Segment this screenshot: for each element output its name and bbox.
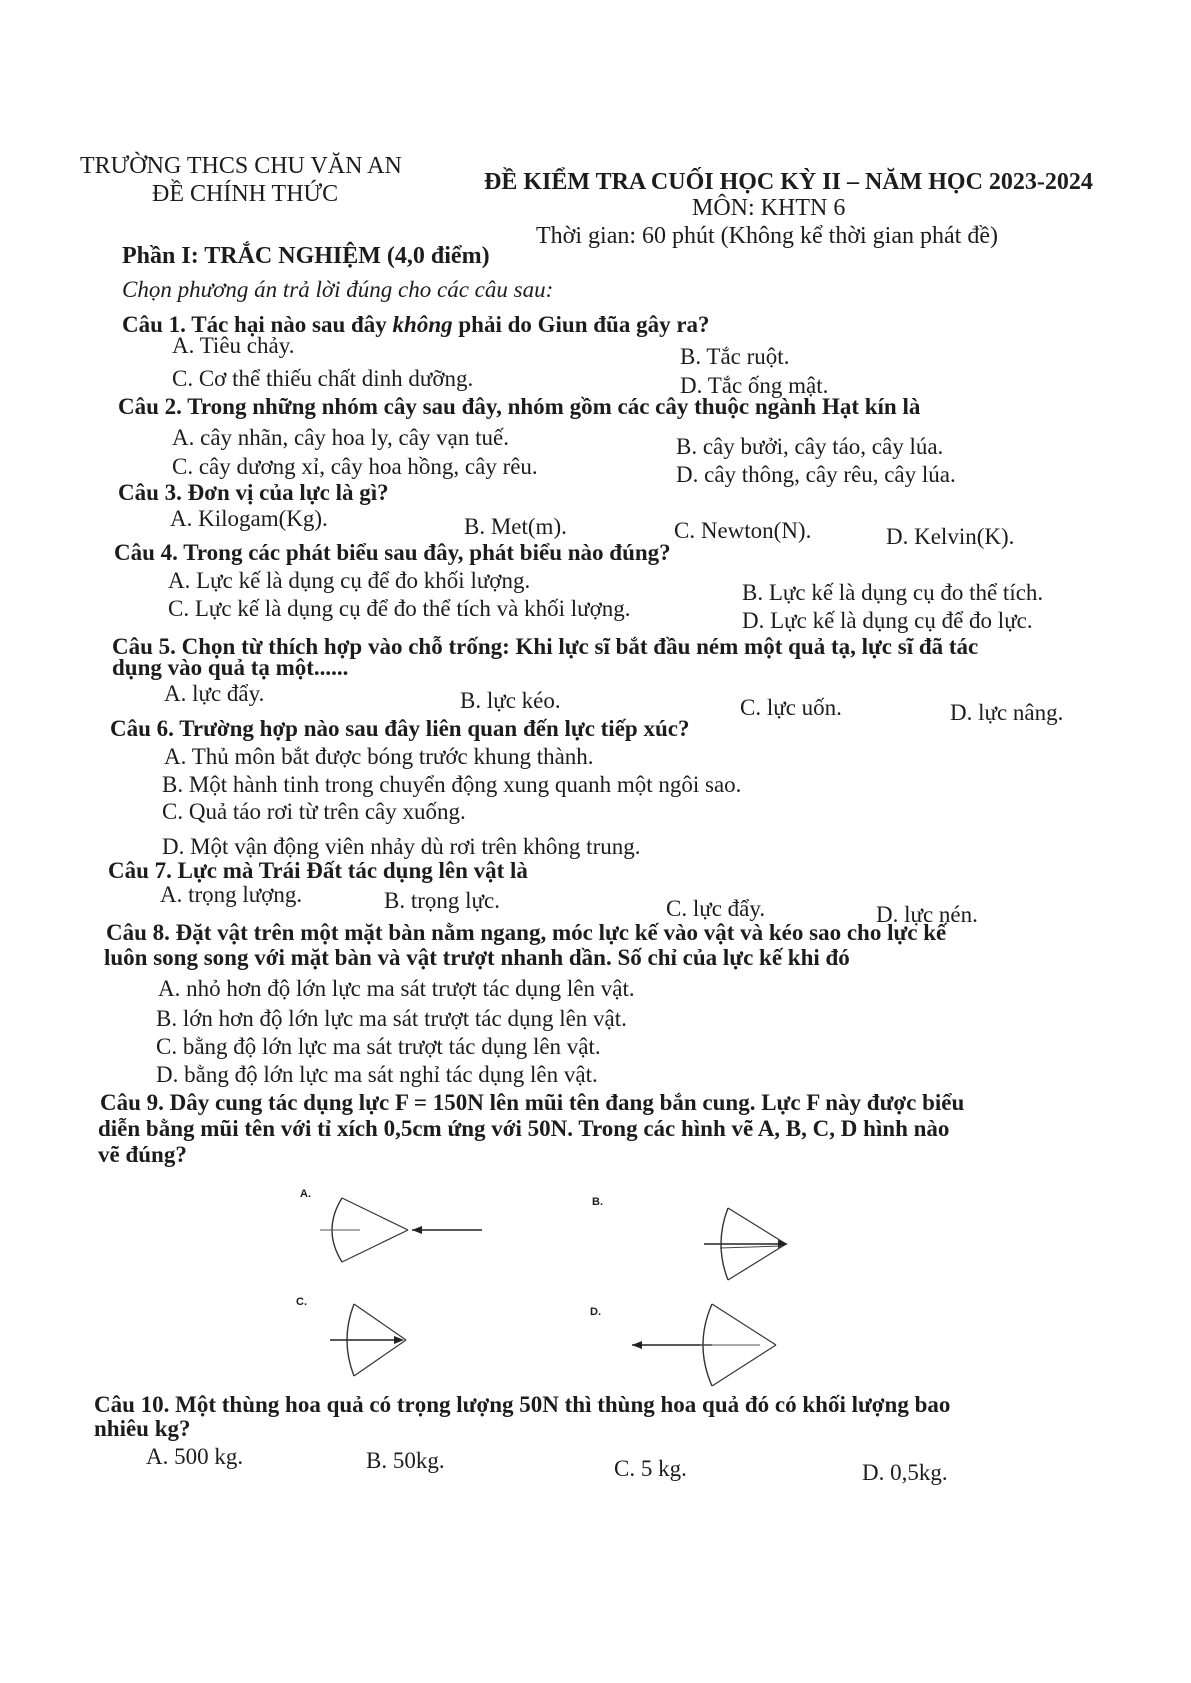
q1-option-a: A. Tiêu chảy.: [172, 333, 295, 358]
subject-label: MÔN: KHTN 6: [692, 195, 846, 221]
question-7: Câu 7. Lực mà Trái Đất tác dụng lên vật là: [108, 858, 528, 883]
figure-b-label: B.: [592, 1196, 603, 1208]
q7-option-a: A. trọng lượng.: [160, 882, 303, 907]
figure-a-bow: [320, 1190, 490, 1270]
question-4: Câu 4. Trong các phát biểu sau đây, phát biểu nào đúng?: [114, 540, 671, 565]
q2-option-d: D. cây thông, cây rêu, cây lúa.: [676, 462, 956, 487]
q7-option-c: C. lực đẩy.: [666, 896, 766, 921]
q10-option-b: B. 50kg.: [366, 1448, 445, 1473]
q3-option-d: D. Kelvin(K).: [886, 524, 1015, 549]
q7-option-b: B. trọng lực.: [384, 888, 500, 913]
question-1-emphasis: không: [392, 312, 453, 337]
question-1-suffix: phải do Giun đũa gây ra?: [452, 312, 710, 337]
question-10-line-2: nhiêu kg?: [94, 1416, 191, 1441]
q2-option-c: C. cây dương xỉ, cây hoa hồng, cây rêu.: [172, 454, 538, 479]
q4-option-b: B. Lực kế là dụng cụ đo thể tích.: [742, 580, 1044, 605]
q6-option-d: D. Một vận động viên nhảy dù rơi trên không trung.: [162, 834, 641, 859]
question-8-line-2: luôn song song với mặt bàn và vật trượt nhanh dần. Số chỉ của lực kế khi đó: [104, 945, 850, 970]
school-name: TRƯỜNG THCS CHU VĂN AN: [80, 153, 402, 179]
figure-d-bow: [630, 1300, 790, 1390]
q8-option-c: C. bằng độ lớn lực ma sát trượt tác dụng lên vật.: [156, 1034, 601, 1059]
question-3: Câu 3. Đơn vị của lực là gì?: [118, 480, 389, 505]
part-instruction: Chọn phương án trả lời đúng cho các câu sau:: [122, 277, 554, 302]
figure-c-label: C.: [296, 1296, 307, 1308]
q5-option-b: B. lực kéo.: [460, 688, 561, 713]
q5-option-a: A. lực đẩy.: [164, 681, 265, 706]
figure-d-label: D.: [590, 1306, 601, 1318]
official-label: ĐỀ CHÍNH THỨC: [152, 181, 339, 207]
q10-option-d: D. 0,5kg.: [862, 1460, 948, 1485]
time-label: Thời gian: 60 phút (Không kể thời gian phát đề): [536, 223, 998, 249]
q5-option-d: D. lực nâng.: [950, 700, 1064, 725]
question-5-line-1: Câu 5. Chọn từ thích hợp vào chỗ trống: Khi lực sĩ bắt đầu ném một quả tạ, lực sĩ đã tác: [112, 634, 979, 659]
q8-option-b: B. lớn hơn độ lớn lực ma sát trượt tác dụng lên vật.: [156, 1006, 627, 1031]
q2-option-b: B. cây bưởi, cây táo, cây lúa.: [676, 434, 944, 459]
q8-option-d: D. bằng độ lớn lực ma sát nghỉ tác dụng lên vật.: [156, 1062, 598, 1087]
figure-a-label: A.: [300, 1188, 311, 1200]
q6-option-b: B. Một hành tinh trong chuyển động xung quanh một ngôi sao.: [162, 772, 742, 797]
exam-title: ĐỀ KIỂM TRA CUỐI HỌC KỲ II – NĂM HỌC 2023-2024: [484, 169, 1093, 195]
q7-option-d: D. lực nén.: [876, 902, 978, 927]
q8-option-a: A. nhỏ hơn độ lớn lực ma sát trượt tác dụng lên vật.: [158, 976, 635, 1001]
q1-option-c: C. Cơ thể thiếu chất dinh dưỡng.: [172, 366, 474, 391]
q5-option-c: C. lực uốn.: [740, 695, 842, 720]
q10-option-c: C. 5 kg.: [614, 1456, 687, 1481]
figure-c-bow: [326, 1300, 426, 1380]
q3-option-a: A. Kilogam(Kg).: [170, 506, 328, 531]
question-8-line-1: Câu 8. Đặt vật trên một mặt bàn nằm ngang, móc lực kế vào vật và kéo sao cho lực kế: [106, 920, 947, 945]
question-10-line-1: Câu 10. Một thùng hoa quả có trọng lượng 50N thì thùng hoa quả đó có khối lượng bao: [94, 1392, 951, 1417]
question-1-prefix: Câu 1. Tác hại nào sau đây: [122, 312, 393, 337]
question-6: Câu 6. Trường hợp nào sau đây liên quan đến lực tiếp xúc?: [110, 716, 690, 741]
q4-option-d: D. Lực kế là dụng cụ để đo lực.: [742, 608, 1033, 633]
figure-b-bow: [700, 1204, 800, 1284]
q4-option-a: A. Lực kế là dụng cụ để đo khối lượng.: [168, 568, 531, 593]
part-title: Phần I: TRẮC NGHIỆM (4,0 điểm): [122, 243, 490, 269]
q6-option-a: A. Thủ môn bắt được bóng trước khung thành.: [164, 744, 594, 769]
question-2: Câu 2. Trong những nhóm cây sau đây, nhóm gồm các cây thuộc ngành Hạt kín là: [118, 394, 921, 419]
question-9-line-2: diễn bằng mũi tên với tỉ xích 0,5cm ứng với 50N. Trong các hình vẽ A, B, C, D hình nào: [98, 1116, 950, 1141]
q1-option-b: B. Tắc ruột.: [680, 344, 790, 369]
q2-option-a: A. cây nhãn, cây hoa ly, cây vạn tuế.: [172, 425, 509, 450]
question-9-line-1: Câu 9. Dây cung tác dụng lực F = 150N lên mũi tên đang bắn cung. Lực F này được biểu: [100, 1090, 965, 1115]
q6-option-c: C. Quả táo rơi từ trên cây xuống.: [162, 799, 466, 824]
question-5-line-2: dụng vào quả tạ một......: [112, 655, 349, 680]
q3-option-c: C. Newton(N).: [674, 518, 812, 543]
q3-option-b: B. Met(m).: [464, 514, 567, 539]
question-9-line-3: vẽ đúng?: [98, 1142, 187, 1167]
q10-option-a: A. 500 kg.: [146, 1444, 244, 1469]
q4-option-c: C. Lực kế là dụng cụ để đo thể tích và khối lượng.: [168, 596, 631, 621]
q1-option-d: D. Tắc ống mật.: [680, 373, 829, 398]
